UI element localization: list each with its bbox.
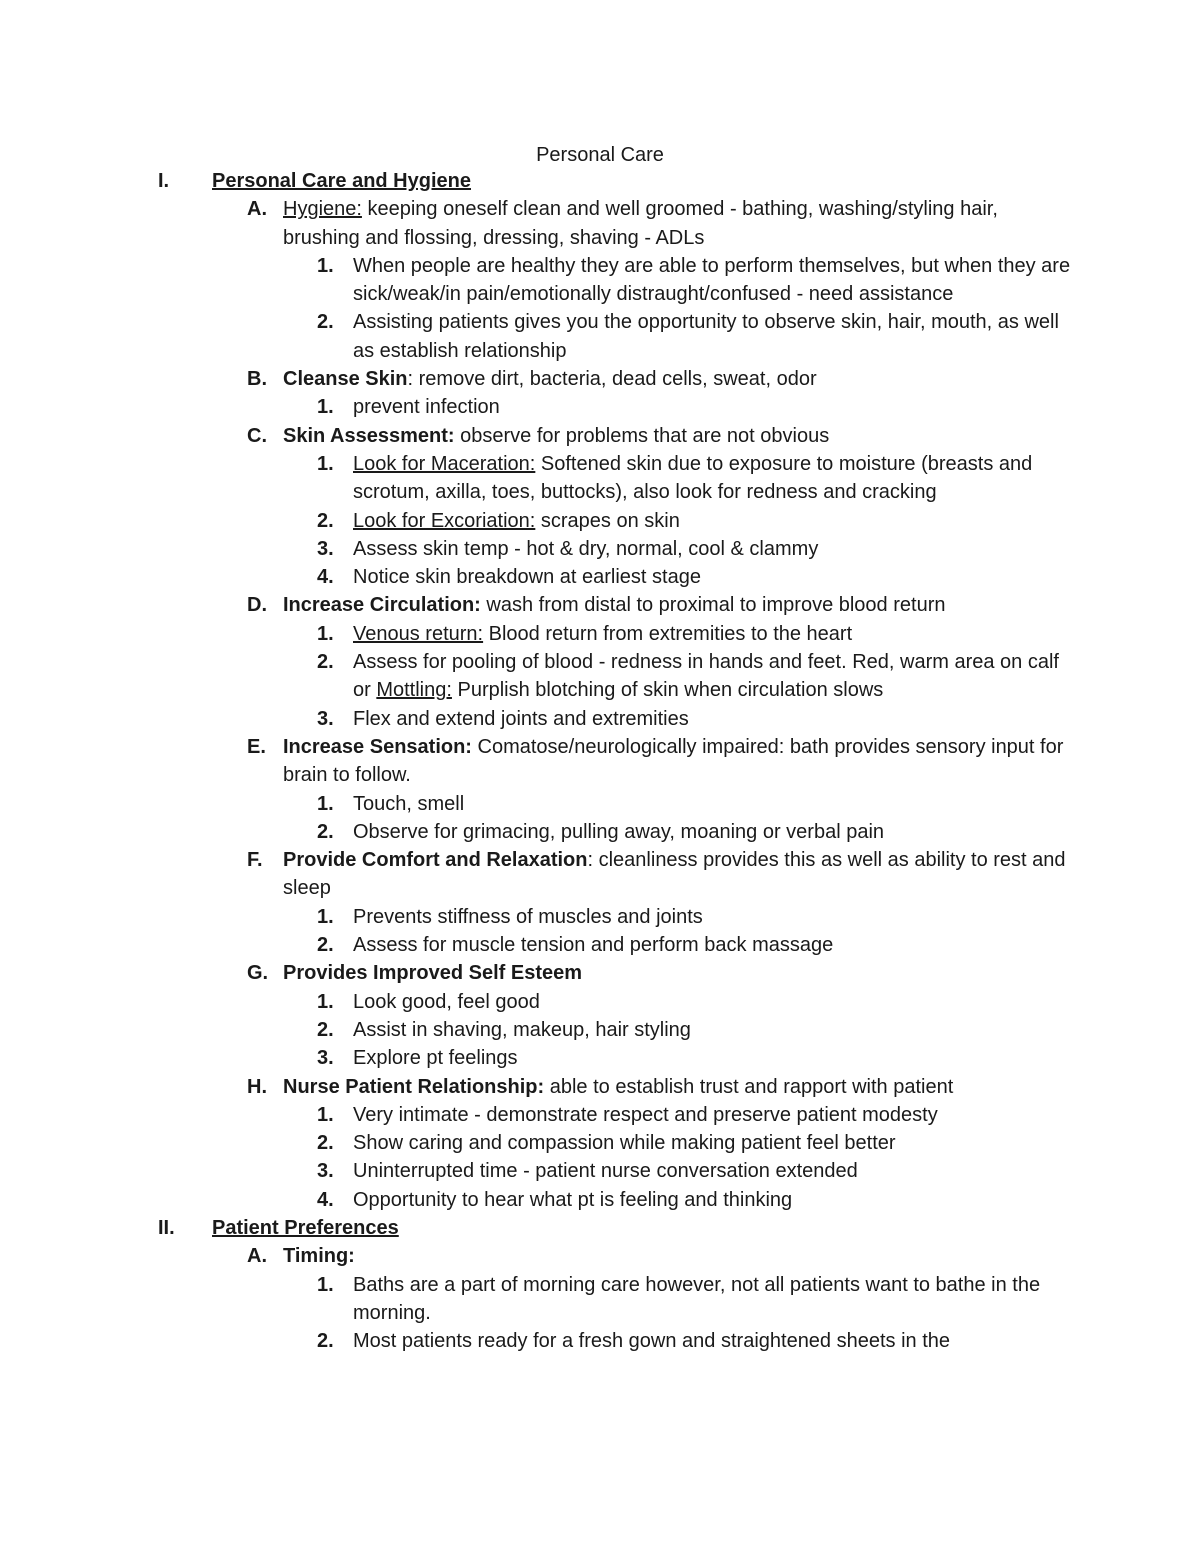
- outline-subitem: [0, 1327, 1200, 1355]
- item-description: able to establish trust and rapport with patient: [544, 1075, 954, 1098]
- subitem-text: [353, 648, 1073, 705]
- outline-subitem: [0, 1186, 1200, 1214]
- subitem-marker: 2.: [317, 509, 334, 532]
- subitem-text: [353, 1129, 1073, 1157]
- subitem-description: Assess for muscle tension and perform back massage: [353, 934, 834, 957]
- subitem-description: Assess skin temp - hot & dry, normal, cool & clammy: [353, 537, 819, 560]
- subitem-marker: 4.: [317, 1188, 334, 1211]
- outline-subitem: [0, 507, 1200, 535]
- subitem-text: [353, 988, 1073, 1016]
- subitem-marker: 2.: [317, 651, 334, 674]
- subitem-description: Very intimate - demonstrate respect and preserve patient modesty: [353, 1103, 938, 1126]
- item-label: Skin Assessment:: [283, 424, 455, 447]
- subitem-label: Mottling:: [376, 679, 452, 702]
- subitem-text: [353, 903, 1073, 931]
- subitem-text: [353, 1186, 1073, 1214]
- subitem-text: [353, 563, 1073, 591]
- subitem-marker: 1.: [317, 622, 334, 645]
- item-label: Cleanse Skin: [283, 368, 408, 391]
- subitem-text: [353, 393, 1073, 421]
- subitem-marker: 1.: [317, 254, 334, 277]
- outline-item: [0, 1073, 1200, 1101]
- subitem-marker: 1.: [317, 1273, 334, 1296]
- subitem-marker: 3.: [317, 1047, 334, 1070]
- outline-subitem: [0, 563, 1200, 591]
- subitem-marker: 2.: [317, 820, 334, 843]
- subitem-marker: 2.: [317, 1132, 334, 1155]
- item-marker: B.: [247, 368, 267, 391]
- item-label: Nurse Patient Relationship:: [283, 1075, 545, 1098]
- section-heading: [0, 1214, 1200, 1242]
- subitem-description: Assisting patients gives you the opportunity to observe skin, hair, mouth, as well as establish relationship: [353, 311, 1059, 362]
- outline-subitem: [0, 1157, 1200, 1185]
- item-text: [283, 846, 1073, 903]
- subitem-marker: 1.: [317, 792, 334, 815]
- item-label: Provides Improved Self Esteem: [283, 962, 583, 985]
- outline-subitem: [0, 1044, 1200, 1072]
- subitem-description: Purplish blotching of skin when circulation slows: [451, 679, 884, 702]
- item-description: observe for problems that are not obvious: [454, 424, 830, 447]
- subitem-text: [353, 931, 1073, 959]
- subitem-description: Opportunity to hear what pt is feeling and thinking: [353, 1188, 793, 1211]
- subitem-description: prevent infection: [353, 396, 500, 419]
- subitem-text: [353, 450, 1073, 507]
- item-description: wash from distal to proximal to improve blood return: [480, 594, 946, 617]
- subitem-description: Flex and extend joints and extremities: [353, 707, 689, 730]
- subitem-label: Look for Excoriation:: [353, 509, 536, 532]
- subitem-description: scrapes on skin: [535, 509, 680, 532]
- item-text: [283, 365, 1073, 393]
- subitem-label: Venous return:: [353, 622, 484, 645]
- item-text: [283, 1073, 1073, 1101]
- item-label: Hygiene:: [283, 198, 362, 221]
- outline-subitem: [0, 931, 1200, 959]
- subitem-text: [353, 1327, 1073, 1355]
- subitem-text: [353, 790, 1073, 818]
- item-text: [283, 959, 1073, 987]
- subitem-text: [353, 705, 1073, 733]
- subitem-text: [353, 252, 1073, 309]
- subitem-text: [353, 620, 1073, 648]
- item-description: keeping oneself clean and well groomed - bathing, washing/styling hair, brushing and flossing, dressing, shaving - ADLs: [283, 198, 998, 249]
- item-description: : remove dirt, bacteria, dead cells, sweat, odor: [407, 368, 817, 391]
- outline-subitem: [0, 393, 1200, 421]
- outline-item: [0, 591, 1200, 619]
- subitem-description: Touch, smell: [353, 792, 465, 815]
- outline-subitem: [0, 1271, 1200, 1328]
- subitem-description: Most patients ready for a fresh gown and straightened sheets in the: [353, 1330, 951, 1353]
- item-text: [283, 733, 1073, 790]
- outline-item: [0, 959, 1200, 987]
- subitem-description: Show caring and compassion while making patient feel better: [353, 1132, 896, 1155]
- item-marker: A.: [247, 1245, 267, 1268]
- outline-subitem: [0, 903, 1200, 931]
- section-marker: II.: [158, 1216, 175, 1239]
- outline-item: [0, 422, 1200, 450]
- subitem-label: Look for Maceration:: [353, 452, 536, 475]
- outline-subitem: [0, 450, 1200, 507]
- subitem-marker: 4.: [317, 566, 334, 589]
- outline-item: [0, 365, 1200, 393]
- subitem-marker: 1.: [317, 905, 334, 928]
- subitem-marker: 3.: [317, 1160, 334, 1183]
- section-heading-label: Patient Preferences: [212, 1216, 399, 1239]
- subitem-description: When people are healthy they are able to perform themselves, but when they are sick/weak/in pain/emotionally distraught/confused - need assistance: [353, 254, 1071, 306]
- item-label: Timing:: [283, 1245, 355, 1268]
- subitem-description: Observe for grimacing, pulling away, moaning or verbal pain: [353, 820, 885, 843]
- subitem-marker: 2.: [317, 311, 334, 334]
- section-heading-text: [212, 1214, 1200, 1242]
- item-marker: F.: [247, 849, 263, 872]
- subitem-description: Assess for pooling of blood - redness in hands and feet. Red, warm area on calf or: [353, 651, 1059, 702]
- subitem-description: Look good, feel good: [353, 990, 540, 1013]
- subitem-description: Explore pt feelings: [353, 1047, 518, 1070]
- outline-subitem: [0, 1016, 1200, 1044]
- subitem-text: [353, 1271, 1073, 1328]
- item-label: Increase Circulation:: [283, 594, 481, 617]
- outline-subitem: [0, 252, 1200, 309]
- subitem-description: Softened skin due to exposure to moisture (breasts and scrotum, axilla, toes, buttocks), also look for redness and cracking: [353, 452, 1033, 504]
- item-marker: A.: [247, 198, 267, 221]
- subitem-marker: 1.: [317, 1103, 334, 1126]
- outline: [0, 167, 1200, 1355]
- subitem-description: Uninterrupted time - patient nurse conversation extended: [353, 1160, 858, 1183]
- item-description: Comatose/neurologically impaired: bath provides sensory input for brain to follow.: [283, 735, 1064, 787]
- subitem-text: [353, 818, 1073, 846]
- item-marker: H.: [247, 1075, 267, 1098]
- subitem-text: [353, 1044, 1073, 1072]
- subitem-description: Notice skin breakdown at earliest stage: [353, 566, 701, 589]
- outline-item: [0, 195, 1200, 252]
- subitem-text: [353, 1157, 1073, 1185]
- section-heading-label: Personal Care and Hygiene: [212, 170, 471, 192]
- subitem-marker: 1.: [317, 452, 334, 475]
- subitem-text: [353, 507, 1073, 535]
- outline-subitem: [0, 988, 1200, 1016]
- subitem-description: Blood return from extremities to the heart: [483, 622, 853, 645]
- item-marker: G.: [247, 962, 269, 985]
- outline-subitem: [0, 1129, 1200, 1157]
- item-label: Increase Sensation:: [283, 735, 472, 758]
- subitem-marker: 3.: [317, 537, 334, 560]
- subitem-description: Baths are a part of morning care however, not all patients want to bathe in the morning.: [353, 1273, 1041, 1324]
- document-title: Personal Care: [536, 144, 664, 166]
- item-text: [283, 1242, 1073, 1270]
- item-marker: D.: [247, 594, 267, 617]
- outline-subitem: [0, 535, 1200, 563]
- subitem-text: [353, 1101, 1073, 1129]
- subitem-marker: 2.: [317, 1330, 334, 1353]
- outline-subitem: [0, 790, 1200, 818]
- outline-subitem: [0, 818, 1200, 846]
- item-label: Provide Comfort and Relaxation: [283, 849, 588, 872]
- item-description: : cleanliness provides this as well as ability to rest and sleep: [283, 849, 1066, 900]
- outline-subitem: [0, 648, 1200, 705]
- outline-item: [0, 733, 1200, 790]
- item-text: [283, 195, 1073, 252]
- outline-subitem: [0, 705, 1200, 733]
- subitem-text: [353, 535, 1073, 563]
- outline-subitem: [0, 308, 1200, 365]
- item-text: [283, 422, 1073, 450]
- item-marker: C.: [247, 424, 267, 447]
- subitem-marker: 2.: [317, 934, 334, 957]
- outline-item: [0, 1242, 1200, 1270]
- item-text: [283, 591, 1073, 619]
- outline-subitem: [0, 1101, 1200, 1129]
- section-heading: [0, 167, 1200, 195]
- subitem-marker: 2.: [317, 1018, 334, 1041]
- subitem-description: Assist in shaving, makeup, hair styling: [353, 1018, 691, 1041]
- subitem-text: [353, 1016, 1073, 1044]
- outline-item: [0, 846, 1200, 903]
- subitem-marker: 1.: [317, 990, 334, 1013]
- subitem-description: Prevents stiffness of muscles and joints: [353, 905, 703, 928]
- subitem-marker: 3.: [317, 707, 334, 730]
- outline-subitem: [0, 620, 1200, 648]
- section-marker: I.: [158, 170, 170, 192]
- subitem-text: [353, 308, 1073, 365]
- subitem-marker: 1.: [317, 396, 334, 419]
- item-marker: E.: [247, 735, 266, 758]
- section-heading-text: [212, 167, 1200, 195]
